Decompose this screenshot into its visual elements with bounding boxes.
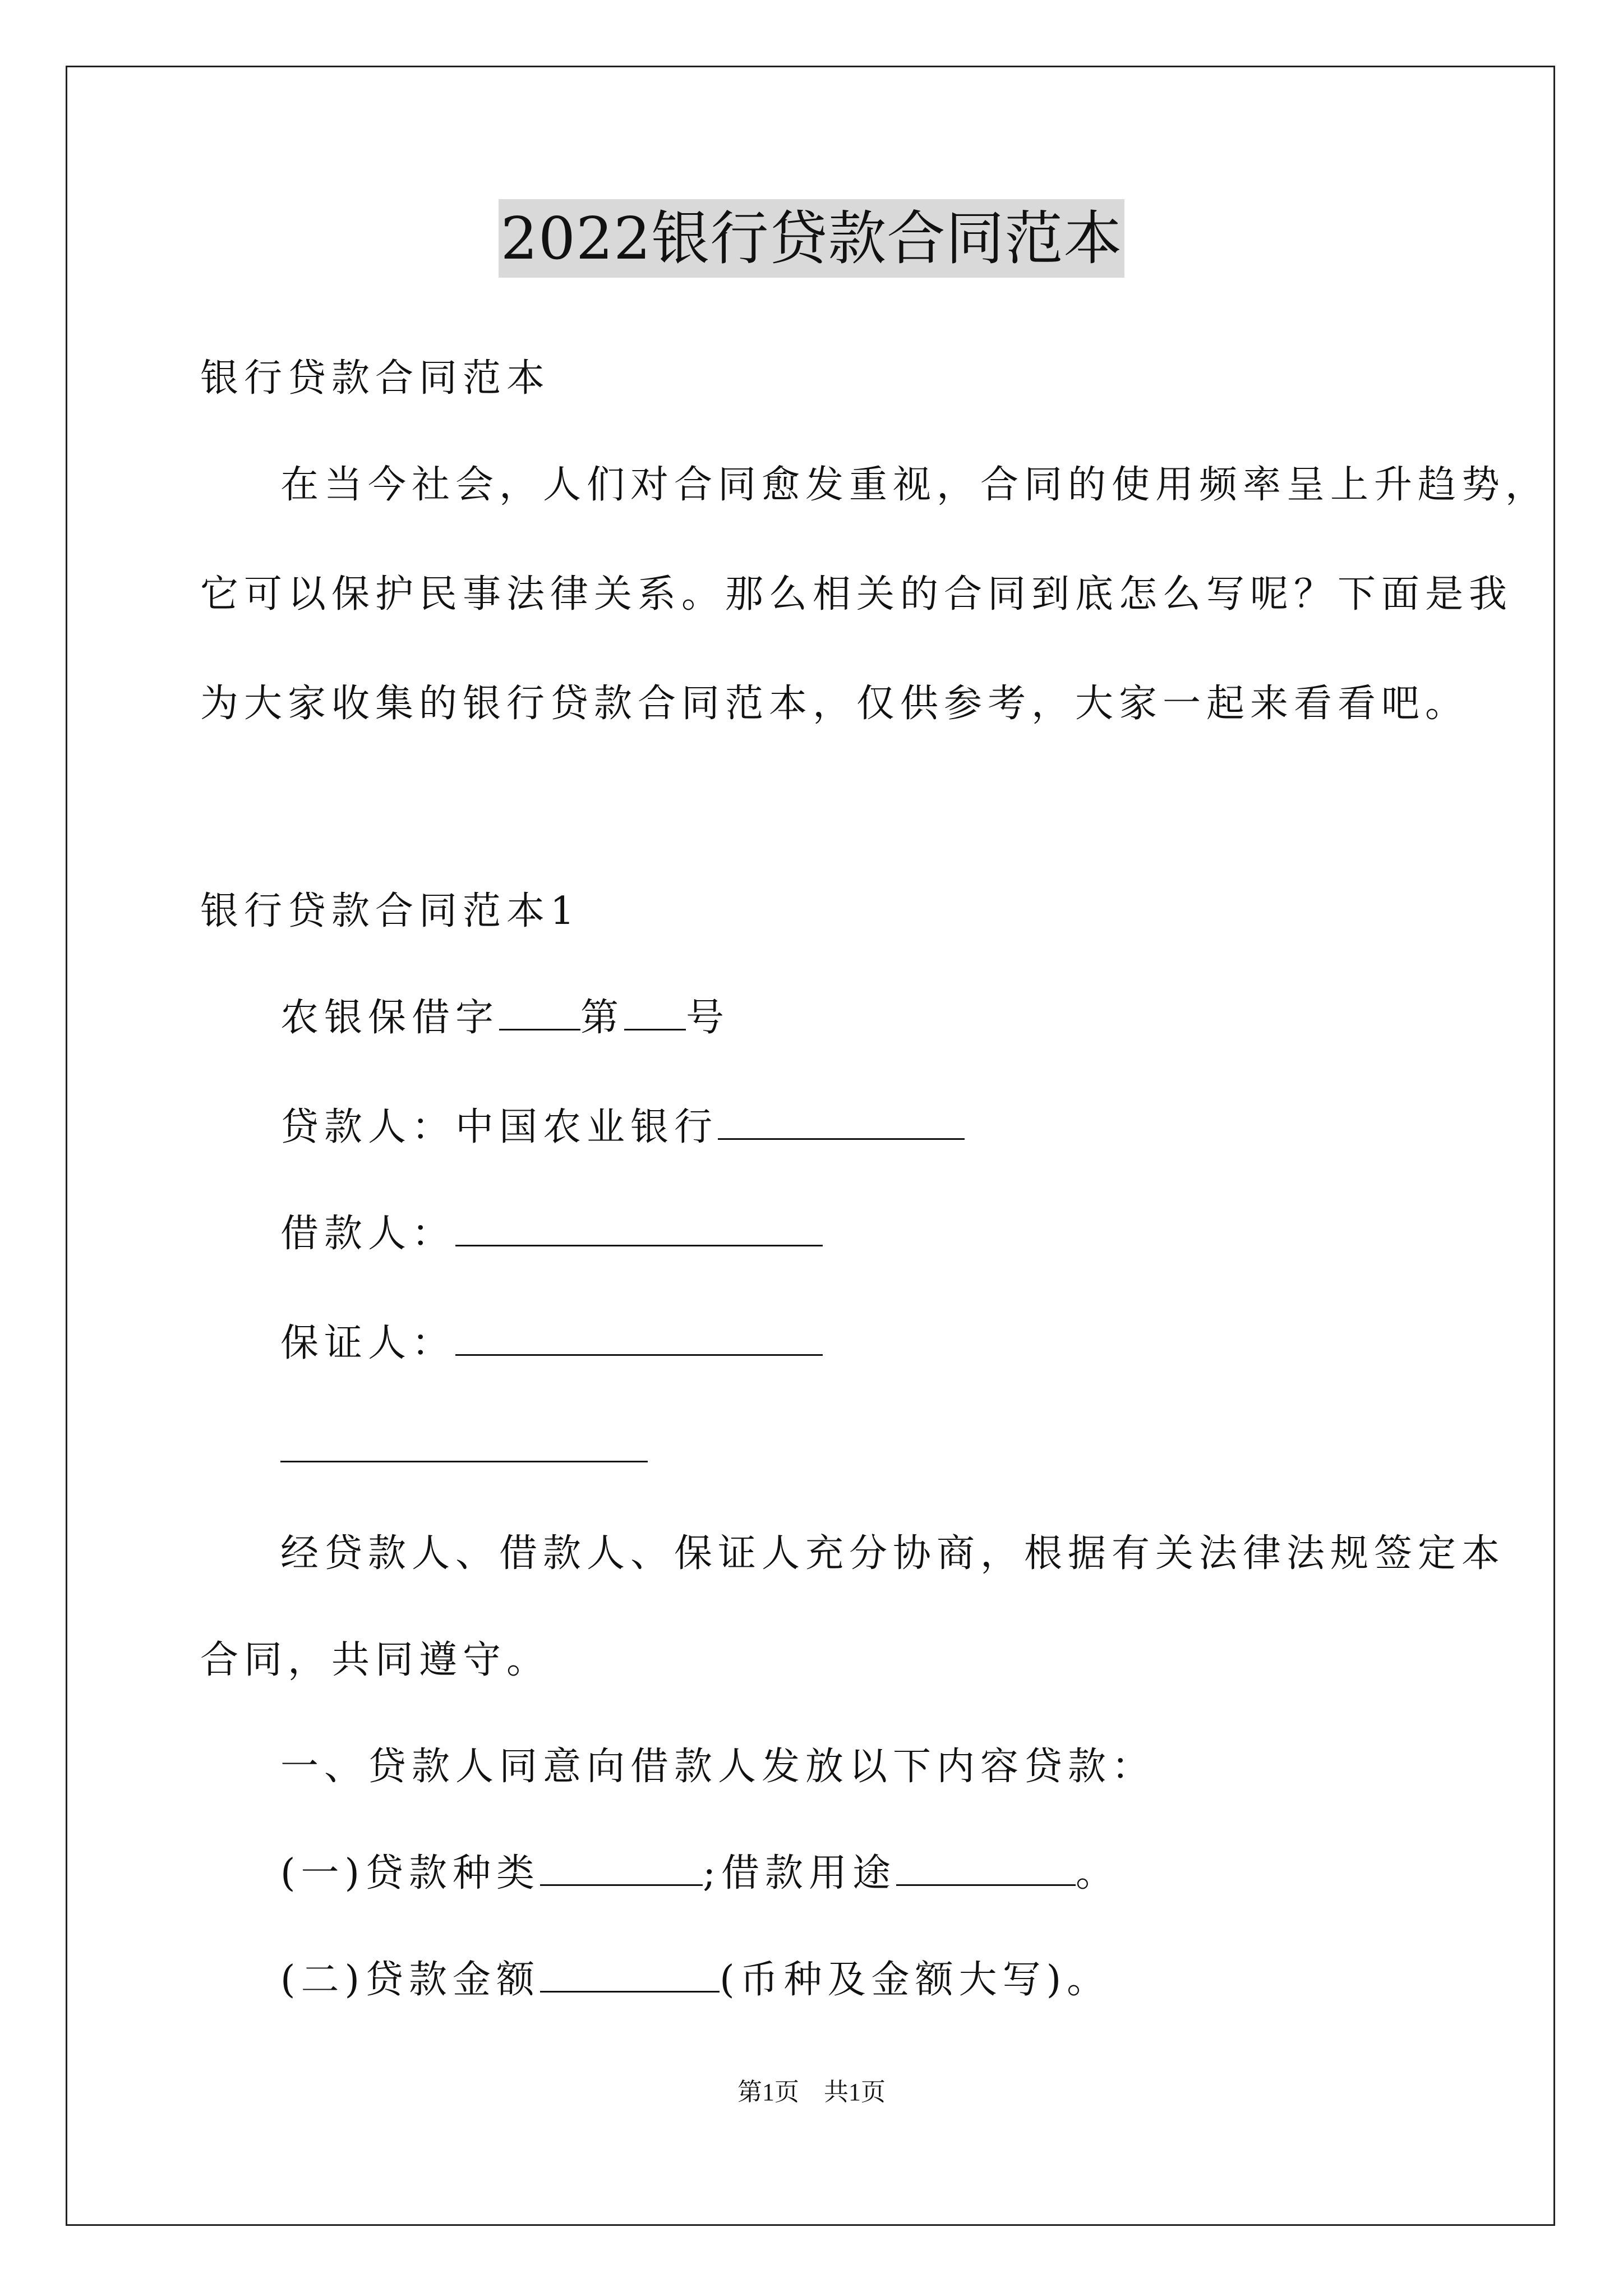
item-1-purpose-label: ;借款用途 (703, 1851, 896, 1895)
item-2 (280, 1955, 1110, 2005)
lender-label: 贷款人：中国农业银行 (280, 1105, 718, 1149)
contract-number-mid: 第 (580, 996, 625, 1040)
item-1-purpose-blank[interactable] (896, 1851, 1076, 1886)
agreement-line-1: 经贷款人、借款人、保证人充分协商，根据有关法律法规签定本 (280, 1531, 1506, 1576)
item-2-amount-blank[interactable] (540, 1957, 720, 1993)
item-1 (280, 1848, 1119, 1899)
extra-blank[interactable] (280, 1427, 648, 1462)
item-2-amount-label: (二)贷款金额 (280, 1958, 541, 2002)
borrower-label: 借款人： (280, 1212, 456, 1256)
lender-blank[interactable] (718, 1105, 965, 1140)
intro-line-3: 为大家收集的银行贷款合同范本，仅供参考，大家一起来看看吧。 (200, 682, 1469, 726)
contract-number-blank-2[interactable] (624, 995, 686, 1030)
page-footer: 第1页 共1页 (737, 2078, 886, 2106)
title-container (0, 199, 1623, 278)
borrower-blank[interactable] (455, 1211, 823, 1246)
document-subtitle: 银行贷款合同范本 (200, 356, 551, 401)
contract-number-prefix: 农银保借字 (280, 996, 500, 1040)
item-1-loan-type-label: (一)贷款种类 (280, 1851, 541, 1895)
item-1-end: 。 (1075, 1851, 1119, 1895)
guarantor-label: 保证人： (280, 1321, 456, 1365)
contract-number-blank-1[interactable] (499, 995, 580, 1030)
document-title: 2022银行贷款合同范本 (499, 199, 1125, 278)
intro-line-2: 它可以保护民事法律关系。那么相关的合同到底怎么写呢？下面是我 (200, 572, 1513, 616)
borrower-line (280, 1209, 823, 1259)
section-title: 银行贷款合同范本1 (200, 889, 580, 933)
item-2-currency-note: (币种及金额大写)。 (720, 1958, 1111, 2002)
clause-1: 一、贷款人同意向借款人发放以下内容贷款： (280, 1745, 1156, 1789)
guarantor-blank[interactable] (455, 1320, 823, 1356)
contract-number (280, 993, 730, 1043)
intro-line-1: 在当今社会，人们对合同愈发重视，合同的使用频率呈上升趋势， (280, 463, 1550, 507)
extra-blank-line (280, 1425, 648, 1475)
agreement-line-2: 合同，共同遵守。 (200, 1638, 551, 1682)
item-1-loan-type-blank[interactable] (540, 1851, 703, 1886)
guarantor-line (280, 1318, 823, 1369)
contract-number-suffix: 号 (686, 996, 730, 1040)
lender-line (280, 1102, 965, 1153)
